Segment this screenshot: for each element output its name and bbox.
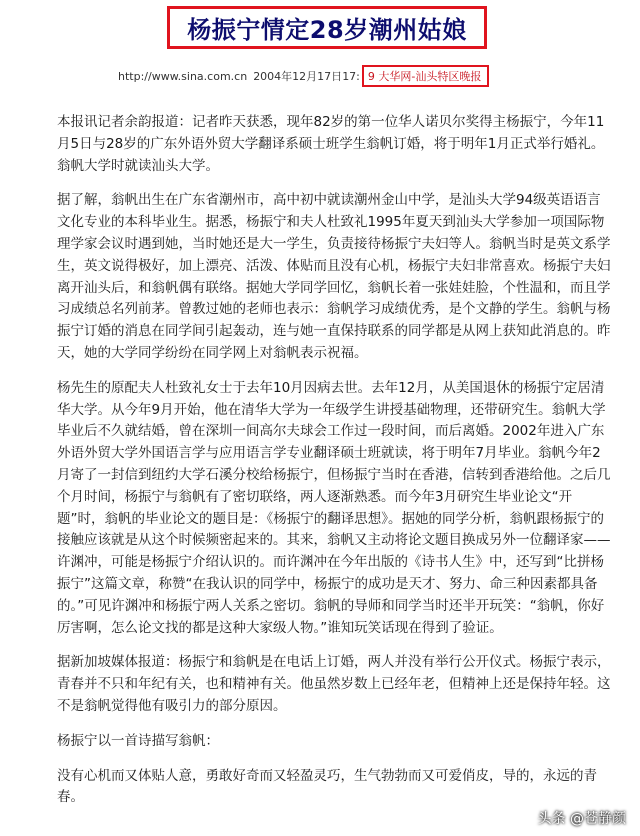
source-date: 2004年12月17日 bbox=[253, 70, 343, 83]
source-outlet[interactable]: 9 大华网-汕头特区晚报 bbox=[362, 65, 489, 87]
paragraph-5: 杨振宁以一首诗描写翁帆： bbox=[57, 732, 219, 749]
article-body bbox=[57, 112, 612, 822]
paragraph-4: 据新加坡媒体报道：杨振宁和翁帆是在电话上订婚，两人并没有举行公开仪式。杨振宁表示，青春并不只和年纪有关，也和精神有关。他虽然岁数上已经年老，但精神上还是保持年轻。这不是翁帆觉得他有吸引力的部分原因。 bbox=[57, 654, 611, 714]
paragraph-1: 本报讯记者余韵报道：记者昨天获悉，现年82岁的第一位华人诺贝尔奖得主杨振宁，今年11月5日与28岁的广东外语外贸大学翻译系硕士班学生翁帆订婚，将于明年1月正式举行婚礼。翁帆大学时就读汕头大学。 bbox=[57, 114, 605, 174]
paragraph-6: 没有心机而又体贴人意，勇敢好奇而又轻盈灵巧，生气勃勃而又可爱俏皮，导的，永远的青春。 bbox=[57, 767, 597, 806]
headline-frame bbox=[167, 6, 487, 49]
source-line bbox=[118, 66, 489, 86]
headline: 杨振宁情定28岁潮州姑娘 bbox=[187, 16, 467, 44]
source-url[interactable]: http://www.sina.com.cn bbox=[118, 69, 248, 83]
source-time: 17: bbox=[342, 69, 360, 83]
paragraph-2: 据了解，翁帆出生在广东省潮州市，高中初中就读潮州金山中学，是汕头大学94级英语语言文化专业的本科毕业生。据悉，杨振宁和夫人杜致礼1995年夏天到汕头大学参加一项国际物理学家会议时遇到她，当时她还是大一学生，负责接待杨振宁夫妇等人。翁帆当时是英文系学生，英文说得极好，加上漂亮、活泼、体贴而且没有心机，杨振宁夫妇非常喜欢。杨振宁夫妇离开汕头后，和翁帆偶有联络。据她大学同学回忆，翁帆长着一张娃娃脸，个性温和，而且学习成绩总名列前茅。曾教过她的老师也表示：翁帆学习成绩优秀，是个文静的学生。翁帆与杨振宁订婚的消息在同学间引起轰动，连与她一直保持联系的同学都是从网上获知此消息的。昨天，她的大学同学纷纷在同学网上对翁帆表示祝福。 bbox=[57, 192, 611, 361]
paragraph-3: 杨先生的原配夫人杜致礼女士于去年10月因病去世。去年12月，从美国退休的杨振宁定居清华大学。从今年9月开始，他在清华大学为一年级学生讲授基础物理，还带研究生。翁帆大学毕业后不久就结婚，曾在深圳一间高尔夫球会工作过一段时间，而后离婚。2002年进入广东外语外贸大学外国语言学与应用语言学专业翻译硕士班就读，将于明年7月毕业。翁帆今年2月寄了一封信到纽约大学石溪分校给杨振宁，但杨振宁当时在香港，信转到香港给他。之后几个月时间，杨振宁与翁帆有了密切联络，两人逐渐熟悉。而今年3月研究生毕业论文“开题”时，翁帆的毕业论文的题目是：《杨振宁的翻译思想》。据她的同学分析，翁帆跟杨振宁的接触应该就是从这个时候频密起来的。其来，翁帆又主动将论文题目换成另外一位翻译家——许渊冲，可能是杨振宁介绍认识的。而许渊冲在今年出版的《诗书人生》中，还写到“比拼杨振宁”这篇文章，称赞“在我认识的同学中，杨振宁的成功是天才、努力、命三种因素都具备的。”可见许渊冲和杨振宁两人关系之密切。翁帆的导师和同学当时还半开玩笑：“翁帆，你好厉害啊，怎么论文找的都是这种大家级人物。”谁知玩笑话现在得到了验证。 bbox=[57, 379, 611, 636]
watermark-credit: 头条 @苍静颜 bbox=[537, 811, 626, 827]
